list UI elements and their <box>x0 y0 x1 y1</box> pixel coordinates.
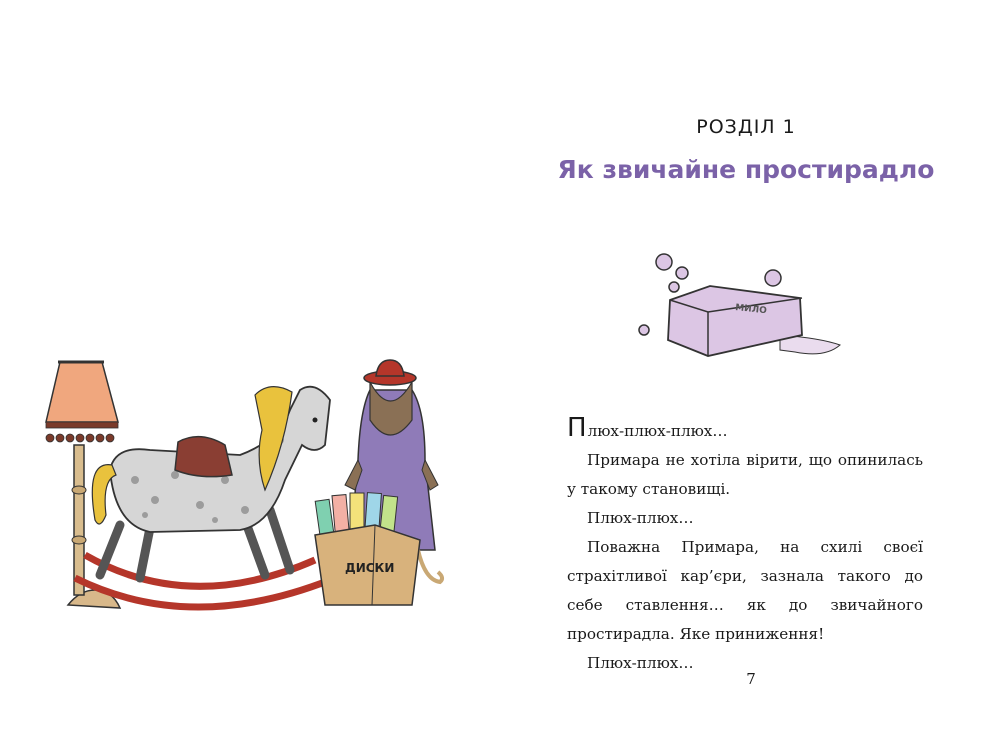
chapter-label: РОЗДІЛ 1 <box>696 116 796 138</box>
attic-illustration <box>40 350 460 630</box>
paragraph-5: Плюх-плюх… <box>587 654 694 672</box>
paragraph-3: Плюх-плюх… <box>587 509 694 527</box>
box-label: ДИСКИ <box>345 561 395 575</box>
chapter-title: Як звичайне простирадло <box>557 155 935 184</box>
paragraph-1: Плюх-плюх-плюх… <box>567 413 728 443</box>
soap-bar-icon <box>630 240 850 370</box>
soap-label: МИЛО <box>734 303 768 317</box>
right-page <box>500 0 1000 739</box>
drop-cap: П <box>567 413 588 443</box>
paragraph-4: Поважна Примара, на схилі своєї страхітливої кар’єри, зазнала такого до себе ставлення… як до звичайного простирадла. Яке приниження! <box>567 538 923 643</box>
page-number: 7 <box>746 670 756 688</box>
paragraph-2: Примара не хотіла вірити, що опинилась у такому становищі. <box>567 451 923 498</box>
chapter-body <box>567 413 923 678</box>
floor-lamp-icon <box>46 362 120 608</box>
